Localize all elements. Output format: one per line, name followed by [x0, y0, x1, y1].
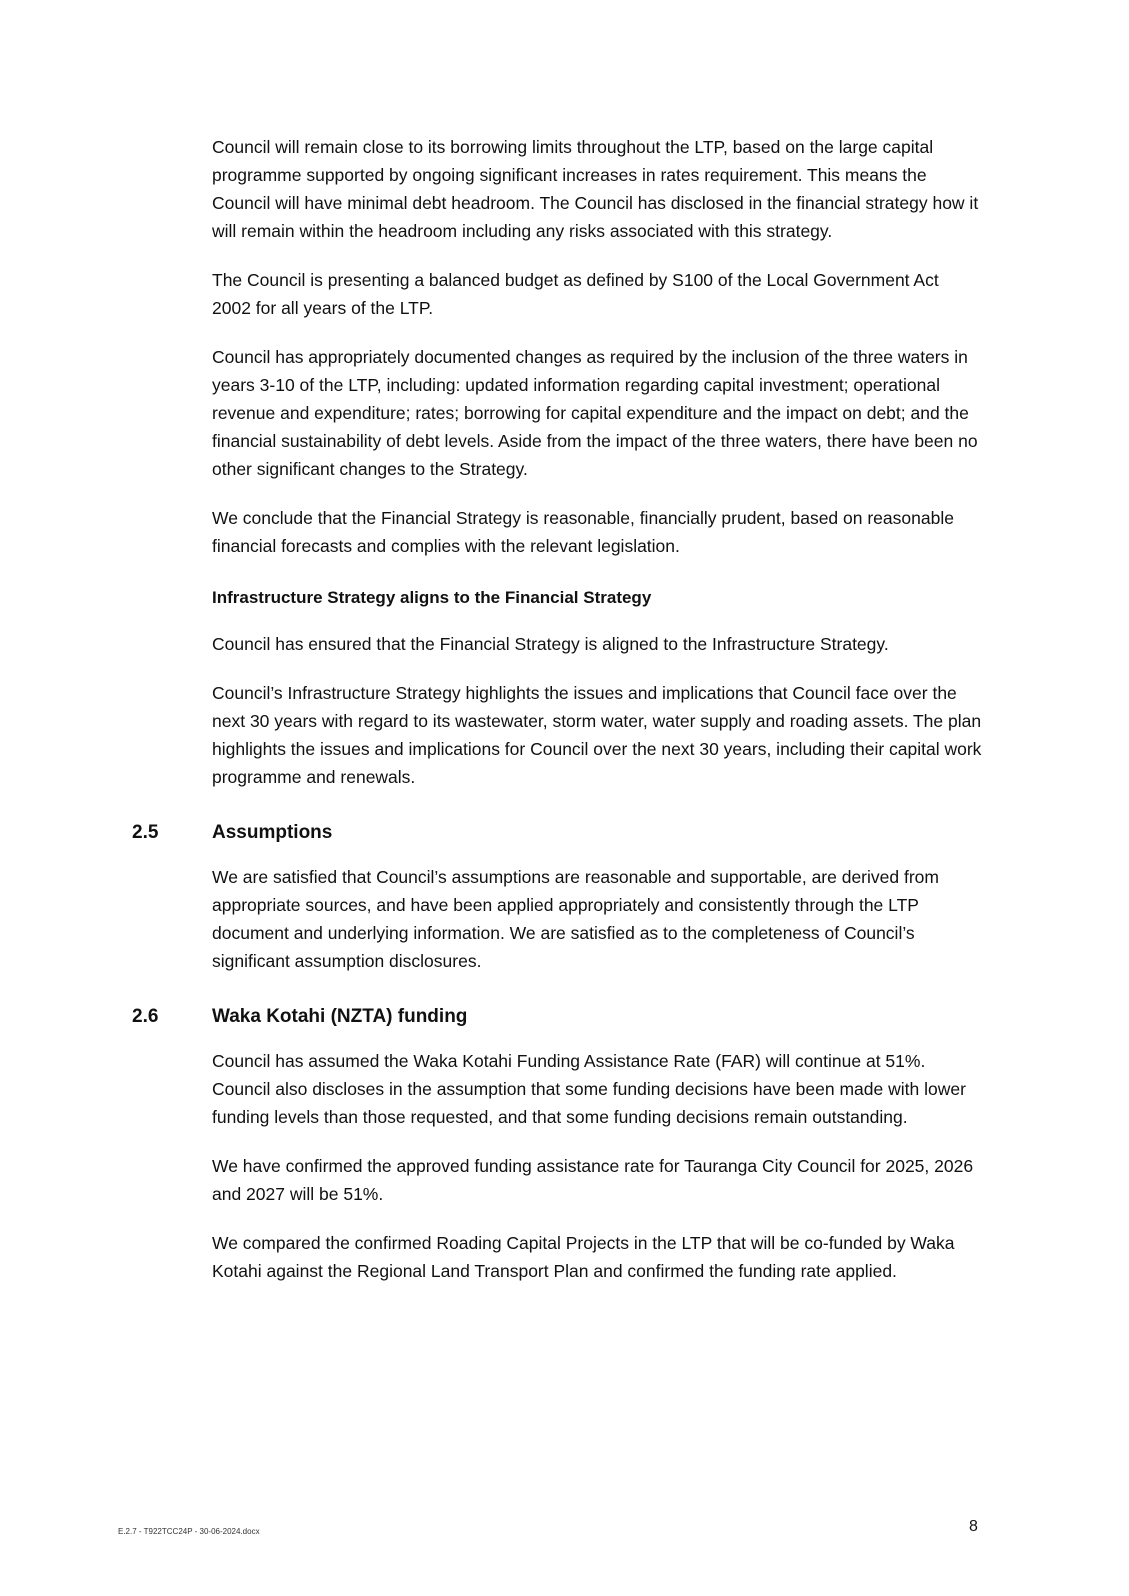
paragraph-balanced-budget: The Council is presenting a balanced budget as defined by S100 of the Local Government Act 2002 for all years of the LTP. — [212, 270, 939, 318]
section-title: Waka Kotahi (NZTA) funding — [212, 1006, 468, 1027]
paragraph-far-assumption: Council has assumed the Waka Kotahi Funding Assistance Rate (FAR) will continue at 51%. Council also discloses in the assumption that some funding decisions have been made with lower funding levels than those requested, and that some funding decisions remain outstanding. — [212, 1051, 966, 1127]
paragraph-confirmed-rate: We have confirmed the approved funding assistance rate for Tauranga City Council for 2025, 2026 and 2027 will be 51%. — [212, 1156, 974, 1204]
paragraph-borrowing-limits: Council will remain close to its borrowing limits throughout the LTP, based on the large capital programme supported by ongoing significant increases in rates requirement. This means the Council will have minimal debt headroom. The Council has disclosed in the financial strategy how it will remain within the headroom including any risks associated with this strategy. — [212, 137, 979, 241]
paragraph-three-waters: Council has appropriately documented changes as required by the inclusion of the three waters in years 3-10 of the LTP, including: updated information regarding capital investment; operational revenue and expenditure; rates; borrowing for capital expenditure and the impact on debt; and the financial sustainability of debt levels. Aside from the impact of the three waters, there have been no other significant changes to the Strategy. — [212, 347, 978, 479]
footer-document-reference: E.2.7 - T922TCC24P - 30-06-2024.docx — [118, 1527, 260, 1536]
page-content — [132, 133, 982, 1306]
paragraph-assumptions: We are satisfied that Council’s assumptions are reasonable and supportable, are derived from appropriate sources, and have been applied appropriately and consistently through the LTP document and underlying information. We are satisfied as to the completeness of Council’s significant assumption disclosures. — [212, 867, 939, 971]
page-number: 8 — [969, 1518, 978, 1535]
section-heading-waka-kotahi — [132, 1003, 982, 1031]
paragraph-roading-projects: We compared the confirmed Roading Capital Projects in the LTP that will be co-funded by Waka Kotahi against the Regional Land Transport Plan and confirmed the funding rate applied. — [212, 1233, 955, 1281]
subheading-infrastructure-strategy: Infrastructure Strategy aligns to the Financial Strategy — [212, 588, 652, 607]
section-title: Assumptions — [212, 822, 333, 843]
paragraph-conclusion: We conclude that the Financial Strategy is reasonable, financially prudent, based on reasonable financial forecasts and complies with the relevant legislation. — [212, 508, 954, 556]
paragraph-infrastructure-issues: Council’s Infrastructure Strategy highlights the issues and implications that Council face over the next 30 years with regard to its wastewater, storm water, water supply and roading assets. The plan highlights the issues and implications for Council over the next 30 years, including their capital work programme and renewals. — [212, 683, 982, 787]
section-heading-assumptions — [132, 819, 982, 847]
section-number: 2.6 — [132, 1006, 159, 1027]
section-number: 2.5 — [132, 822, 159, 843]
paragraph-aligned: Council has ensured that the Financial Strategy is aligned to the Infrastructure Strategy. — [212, 634, 889, 654]
